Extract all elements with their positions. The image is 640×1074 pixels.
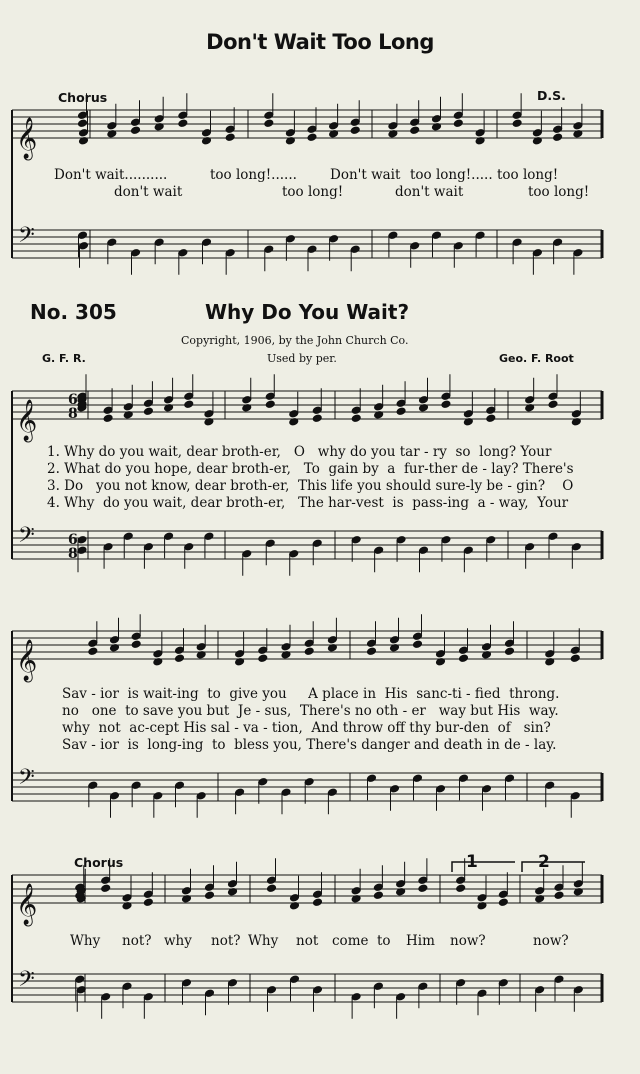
note-head	[351, 886, 361, 895]
verse-line: 3. Do you not know, dear broth-er, This life you should sure-ly be - gin? O	[47, 478, 574, 494]
hymn-number: No. 305	[30, 300, 117, 324]
composer-credit: Geo. F. Root	[499, 352, 574, 365]
note-head	[196, 791, 206, 800]
time-signature-bottom: 8	[68, 546, 78, 562]
note-head	[175, 646, 185, 655]
note-head	[498, 898, 508, 907]
note-head	[350, 126, 360, 135]
note-head	[463, 546, 473, 555]
note-head	[88, 781, 98, 790]
note-head	[178, 248, 188, 257]
lyric: Don't wait	[330, 167, 401, 183]
note-head	[101, 884, 111, 893]
note-head	[131, 248, 141, 257]
note-head	[307, 133, 317, 142]
lyric: too long!.....	[410, 167, 493, 183]
note-head	[396, 879, 406, 888]
note-head	[475, 231, 485, 240]
note-head	[396, 535, 406, 544]
note-head	[143, 542, 153, 551]
note-head	[418, 982, 428, 991]
note-head	[164, 395, 174, 404]
note-head	[573, 985, 583, 994]
note-head	[573, 879, 583, 888]
note-head	[225, 248, 235, 257]
note-head	[281, 642, 291, 651]
copyright-notice: Copyright, 1906, by the John Church Co.	[181, 334, 409, 347]
chorus-label: Chorus	[58, 90, 108, 105]
note-head	[264, 245, 274, 254]
lyric: too long!	[528, 184, 590, 200]
song-title: Don't Wait Too Long	[206, 30, 434, 54]
note-head	[131, 640, 141, 649]
verse-line: 1. Why do you wait, dear broth-er, O why do you tar - ry so long? Your	[47, 444, 552, 460]
note-head	[202, 128, 212, 137]
note-head	[413, 632, 423, 641]
note-head	[418, 884, 428, 893]
note-head	[103, 406, 113, 415]
lyric: Don't wait..........	[54, 167, 168, 183]
note-head	[225, 125, 235, 134]
note-head	[459, 646, 469, 655]
note-head	[571, 409, 581, 418]
bass-clef-icon: 𝄢	[18, 967, 35, 997]
note-head	[264, 111, 274, 120]
note-head	[374, 402, 384, 411]
note-head	[289, 549, 299, 558]
note-head	[456, 884, 466, 893]
lyricist-credit: G. F. R.	[42, 352, 86, 365]
note-head	[419, 395, 429, 404]
note-head	[553, 133, 563, 142]
note-head	[122, 982, 132, 991]
note-head	[388, 231, 398, 240]
note-head	[103, 414, 113, 423]
note-head	[525, 395, 535, 404]
note-head	[463, 409, 473, 418]
note-head	[459, 654, 469, 663]
note-head	[290, 893, 300, 902]
note-head	[413, 640, 423, 649]
note-head	[143, 992, 153, 1001]
note-head	[107, 238, 117, 247]
note-head	[453, 119, 463, 128]
note-head	[265, 539, 275, 548]
note-head	[554, 891, 564, 900]
note-head	[486, 414, 496, 423]
note-head	[184, 542, 194, 551]
verse-line: no one to save you but Je - sus, There's no oth - er way but His way.	[62, 703, 559, 719]
note-head	[307, 245, 317, 254]
note-head	[396, 992, 406, 1001]
note-head	[351, 414, 361, 423]
verse-line: 2. What do you hope, dear broth-er, To gain by a fur-ther de - lay? There's	[47, 461, 574, 477]
lyric: don't wait	[114, 184, 183, 200]
first-ending-bracket	[452, 862, 515, 872]
note-head	[351, 992, 361, 1001]
note-head	[78, 119, 88, 128]
note-head	[475, 128, 485, 137]
note-head	[110, 635, 120, 644]
note-head	[143, 407, 153, 416]
lyric: don't wait	[395, 184, 464, 200]
note-head	[418, 876, 428, 885]
note-head	[554, 975, 564, 984]
note-head	[410, 241, 420, 250]
note-head	[512, 111, 522, 120]
note-head	[154, 114, 164, 123]
note-head	[388, 121, 398, 130]
note-head	[570, 791, 580, 800]
note-head	[548, 392, 558, 401]
note-head	[367, 647, 377, 656]
bass-clef-icon: 𝄢	[18, 765, 35, 795]
note-head	[110, 791, 120, 800]
note-head	[184, 400, 194, 409]
note-head	[313, 890, 323, 899]
song-title: Why Do You Wait?	[205, 300, 410, 324]
note-head	[182, 978, 192, 987]
note-head	[242, 549, 252, 558]
note-head	[285, 234, 295, 243]
note-head	[486, 535, 496, 544]
note-head	[88, 647, 98, 656]
note-head	[77, 535, 87, 544]
note-head	[390, 635, 400, 644]
note-head	[304, 647, 314, 656]
note-head	[548, 532, 558, 541]
note-head	[184, 392, 194, 401]
note-head	[258, 777, 268, 786]
note-head	[512, 238, 522, 247]
note-head	[205, 989, 215, 998]
note-head	[482, 642, 492, 651]
note-head	[307, 125, 317, 134]
note-head	[432, 231, 442, 240]
note-head	[75, 975, 85, 984]
note-head	[441, 400, 451, 409]
note-head	[367, 774, 377, 783]
note-head	[498, 890, 508, 899]
note-head	[329, 234, 339, 243]
note-head	[313, 898, 323, 907]
note-head	[525, 542, 535, 551]
note-head	[571, 542, 581, 551]
note-head	[304, 639, 314, 648]
lyric: not?	[211, 933, 241, 949]
note-head	[154, 238, 164, 247]
second-ending-number: 2	[538, 852, 550, 872]
note-head	[545, 781, 555, 790]
note-head	[204, 532, 214, 541]
time-signature-bottom: 8	[68, 406, 78, 422]
note-head	[267, 876, 277, 885]
time-signature-top: 6	[68, 392, 78, 408]
note-head	[182, 886, 192, 895]
note-head	[477, 893, 487, 902]
note-head	[235, 788, 245, 797]
note-head	[228, 879, 238, 888]
lyric: now?	[533, 933, 569, 949]
note-head	[175, 654, 185, 663]
note-head	[532, 248, 542, 257]
note-head	[78, 111, 88, 120]
note-head	[312, 406, 322, 415]
note-head	[373, 982, 383, 991]
note-head	[196, 642, 206, 651]
note-head	[131, 118, 141, 127]
note-head	[204, 409, 214, 418]
note-head	[453, 111, 463, 120]
treble-clef-icon: 𝄞	[16, 884, 38, 925]
note-head	[202, 238, 212, 247]
note-head	[143, 399, 153, 408]
note-head	[164, 532, 174, 541]
note-head	[505, 639, 515, 648]
note-head	[103, 542, 113, 551]
first-ending-number: 1	[466, 852, 478, 872]
verse-line: Sav - ior is wait-ing to give you A place in His sanc-ti - fied throng.	[62, 686, 560, 702]
note-head	[512, 119, 522, 128]
note-head	[267, 985, 277, 994]
note-head	[410, 118, 420, 127]
ds-label: D.S.	[537, 88, 566, 103]
lyric: Why	[70, 933, 101, 949]
lyric: too long!......	[210, 167, 297, 183]
note-head	[573, 121, 583, 130]
note-head	[350, 245, 360, 254]
note-head	[143, 890, 153, 899]
note-head	[101, 876, 111, 885]
note-head	[410, 126, 420, 135]
note-head	[289, 409, 299, 418]
note-head	[373, 883, 383, 892]
note-head	[313, 985, 323, 994]
note-head	[419, 546, 429, 555]
note-head	[505, 774, 515, 783]
note-head	[265, 392, 275, 401]
treble-clef-icon: 𝄞	[16, 118, 38, 159]
note-head	[327, 788, 337, 797]
lyric: too long!	[282, 184, 344, 200]
note-head	[486, 406, 496, 415]
note-head	[285, 128, 295, 137]
note-head	[482, 784, 492, 793]
note-head	[350, 118, 360, 127]
note-head	[131, 781, 141, 790]
note-head	[265, 400, 275, 409]
note-head	[548, 400, 558, 409]
note-head	[351, 406, 361, 415]
note-head	[123, 402, 133, 411]
bass-clef-icon: 𝄢	[18, 223, 35, 253]
note-head	[77, 546, 87, 555]
note-head	[281, 788, 291, 797]
note-head	[532, 128, 542, 137]
permission-note: Used by per.	[267, 352, 337, 365]
note-head	[327, 635, 337, 644]
note-head	[88, 639, 98, 648]
note-head	[570, 646, 580, 655]
note-head	[178, 111, 188, 120]
note-head	[79, 128, 89, 137]
note-head	[122, 893, 132, 902]
note-head	[459, 774, 469, 783]
lyric: not	[296, 933, 319, 949]
note-head	[205, 883, 215, 892]
time-signature-top: 6	[68, 532, 78, 548]
note-head	[131, 632, 141, 641]
note-head	[553, 125, 563, 134]
note-head	[456, 978, 466, 987]
note-head	[258, 654, 268, 663]
note-head	[367, 639, 377, 648]
lyric: not?	[122, 933, 152, 949]
note-head	[396, 399, 406, 408]
note-head	[153, 791, 163, 800]
note-head	[312, 414, 322, 423]
note-head	[107, 121, 117, 130]
lyric: too long!	[497, 167, 559, 183]
note-head	[505, 647, 515, 656]
note-head	[242, 395, 252, 404]
note-head	[456, 876, 466, 885]
note-head	[436, 784, 446, 793]
note-head	[498, 978, 508, 987]
note-head	[535, 886, 545, 895]
lyric: Why	[248, 933, 279, 949]
note-head	[228, 978, 238, 987]
note-head	[441, 392, 451, 401]
note-head	[175, 781, 185, 790]
note-head	[413, 774, 423, 783]
note-head	[390, 784, 400, 793]
note-head	[267, 884, 277, 893]
lyric: now?	[450, 933, 486, 949]
second-ending-bracket	[522, 862, 585, 872]
lyric: come	[332, 933, 369, 949]
note-head	[436, 649, 446, 658]
note-head	[553, 238, 563, 247]
note-head	[545, 649, 555, 658]
note-head	[101, 992, 111, 1001]
treble-clef-icon: 𝄞	[16, 640, 38, 681]
note-head	[123, 532, 133, 541]
note-head	[329, 121, 339, 130]
note-head	[264, 119, 274, 128]
verse-line: 4. Why do you wait, dear broth-er, The har-vest is pass-ing a - way, Your	[47, 495, 569, 511]
note-head	[304, 777, 314, 786]
note-head	[570, 654, 580, 663]
note-head	[312, 539, 322, 548]
bass-clef-icon: 𝄢	[18, 523, 35, 553]
note-head	[153, 649, 163, 658]
note-head	[535, 985, 545, 994]
note-head	[374, 546, 384, 555]
verse-line: Sav - ior is long-ing to bless you, There's danger and death in de - lay.	[62, 737, 557, 753]
note-head	[235, 649, 245, 658]
note-head	[441, 535, 451, 544]
note-head	[396, 407, 406, 416]
note-head	[477, 989, 487, 998]
note-head	[79, 241, 89, 250]
note-head	[258, 646, 268, 655]
lyric: to	[377, 933, 391, 949]
note-head	[205, 891, 215, 900]
note-head	[453, 241, 463, 250]
note-head	[290, 975, 300, 984]
note-head	[131, 126, 141, 135]
chorus-label: Chorus	[74, 855, 124, 870]
verse-line: why not ac-cept His sal - va - tion, And throw off thy bur-den of sin?	[62, 720, 551, 736]
note-head	[554, 883, 564, 892]
treble-clef-icon: 𝄞	[16, 400, 38, 441]
lyric: Him	[406, 933, 435, 949]
note-head	[573, 248, 583, 257]
note-head	[78, 231, 88, 240]
note-head	[225, 133, 235, 142]
note-head	[432, 114, 442, 123]
lyric: why	[164, 933, 192, 949]
note-head	[373, 891, 383, 900]
note-head	[178, 119, 188, 128]
note-head	[143, 898, 153, 907]
note-head	[351, 535, 361, 544]
